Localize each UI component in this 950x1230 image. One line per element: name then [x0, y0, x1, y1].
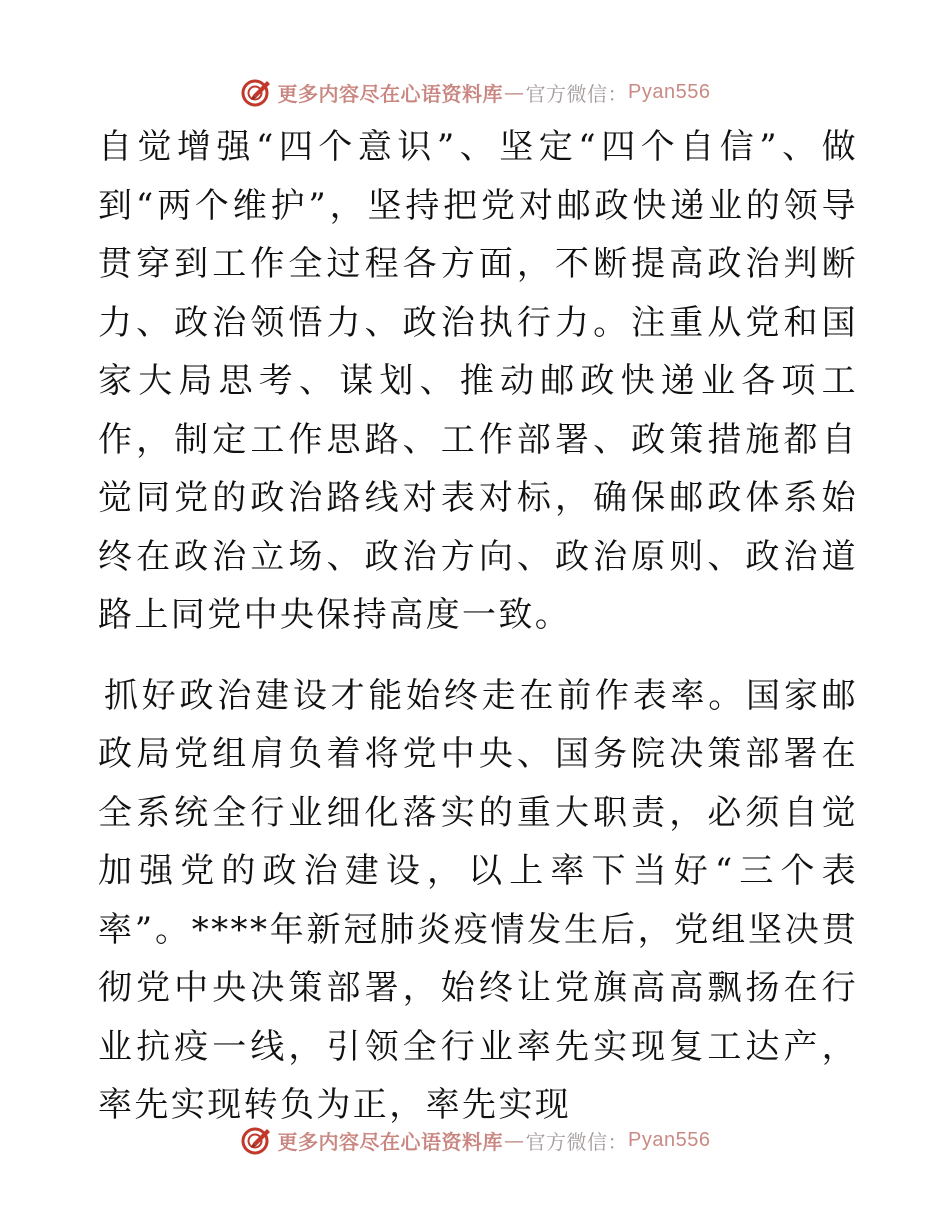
paragraph-2: 抓好政治建设才能始终走在前作表率。国家邮政局党组肩负着将党中央、国务院决策部署在全系统全行业细化落实的重大职责，必须自觉加强党的政治建设，以上率下当好“三个表率”。****年新冠肺炎疫情发生后，党组坚决贯彻党中央决策部署，始终让党旗高高飘扬在行业抗疫一线，引领全行业率先实现复工达产，率先实现转负为正，率先实现 [98, 675, 858, 1125]
banner-slogan: 更多内容尽在心语资料库 [277, 1129, 504, 1154]
pen-circle-logo-icon [240, 76, 272, 108]
pen-circle-logo-icon [240, 1124, 272, 1156]
header-banner [0, 72, 950, 112]
paragraph-1: 自觉增强“四个意识”、坚定“四个自信”、做到“两个维护”，坚持把党对邮政快递业的领导贯穿到工作全过程各方面，不断提高政治判断力、政治领悟力、政治执行力。注重从党和国家大局思考、谋划、推动邮政快递业各项工作，制定工作思路、工作部署、政策措施都自觉同党的政治路线对表对标，确保邮政体系始终在政治立场、政治方向、政治原则、政治道路上同党中央保持高度一致。 [98, 127, 858, 635]
document-body [98, 118, 858, 1135]
footer-banner [0, 1120, 950, 1160]
banner-dash: — [504, 80, 525, 104]
banner-official-label: 官方微信： [525, 1129, 629, 1154]
banner-dash: — [504, 1128, 525, 1152]
banner-slogan: 更多内容尽在心语资料库 [277, 81, 504, 106]
banner-text [278, 1126, 711, 1155]
banner-text [278, 78, 711, 107]
banner-official-label: 官方微信： [525, 81, 629, 106]
banner-account-id: Pyan556 [628, 80, 711, 103]
banner-account-id: Pyan556 [628, 1128, 711, 1151]
